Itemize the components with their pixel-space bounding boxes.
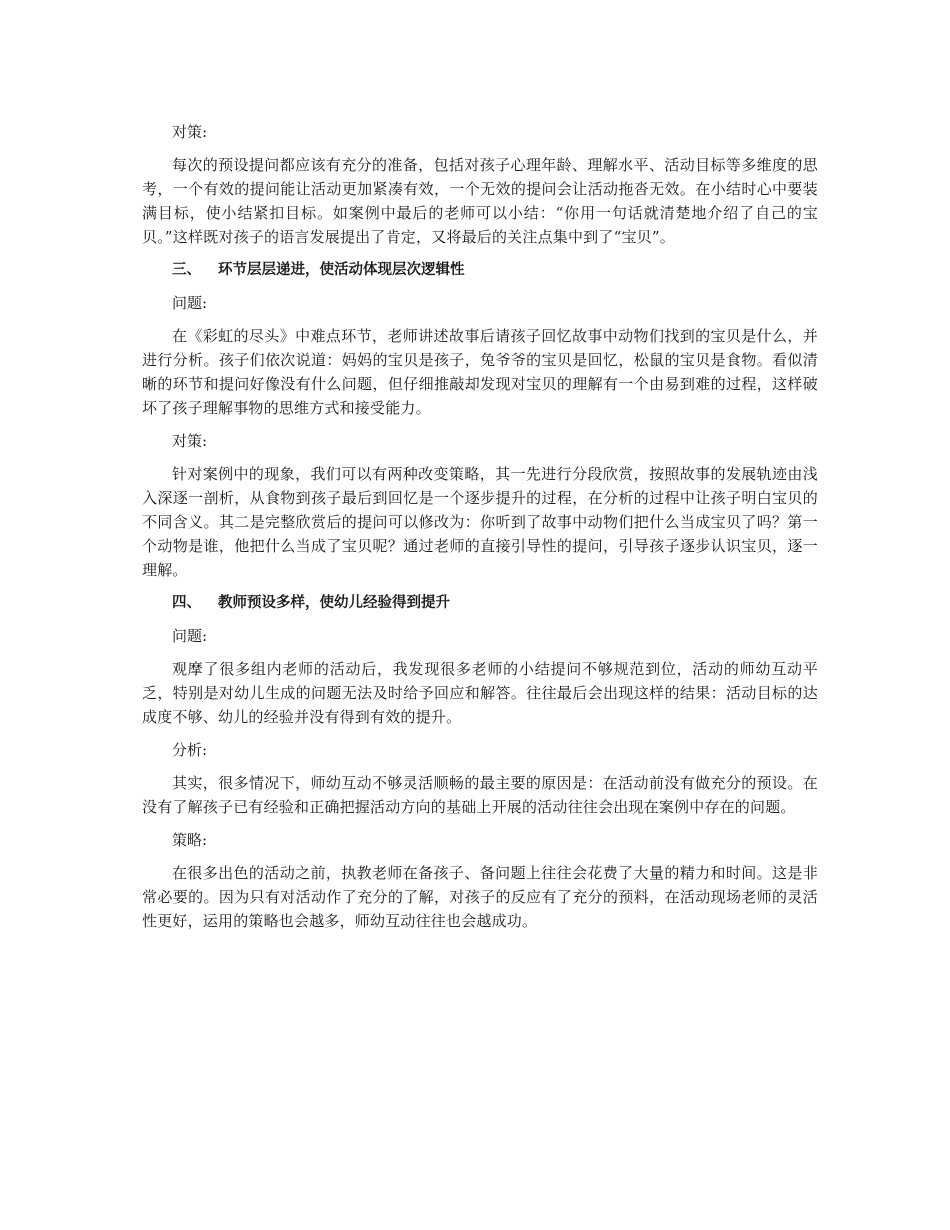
document-body (142, 120, 818, 942)
section-title: 教师预设多样，使幼儿经验得到提升 (218, 595, 450, 611)
label-problem: 问题: (172, 294, 208, 312)
section-number: 四、 (172, 595, 201, 611)
label-countermeasure: 对策: (172, 432, 208, 450)
section-heading-3 (142, 258, 818, 282)
paragraph-problem-3: 在《彩虹的尽头》中难点环节，老师讲述故事后请孩子回忆故事中动物们找到的宝贝是什么，并进行分析。孩子们依次说道：妈妈的宝贝是孩子，兔爷爷的宝贝是回忆，松鼠的宝贝是食物。看似清晰的环节和提问好像没有什么问题，但仔细推敲却发现对宝贝的理解有一个由易到难的过程，这样破坏了孩子理解事物的思维方式和接受能力。 (142, 327, 818, 417)
paragraph-countermeasure-3: 针对案例中的现象，我们可以有两种改变策略，其一先进行分段欣赏，按照故事的发展轨迹由浅入深逐一剖析，从食物到孩子最后到回忆是一个逐步提升的过程，在分析的过程中让孩子明白宝贝的不同含义。其二是完整欣赏后的提问可以修改为：你听到了故事中动物们把什么当成宝贝了吗？第一个动物是谁，他把什么当成了宝贝呢？通过老师的直接引导性的提问，引导孩子逐步认识宝贝，逐一理解。 (142, 465, 818, 579)
label-countermeasure: 对策: (172, 123, 208, 141)
paragraph-problem-4: 观摩了很多组内老师的活动后，我发现很多老师的小结提问不够规范到位，活动的师幼互动平乏，特别是对幼儿生成的问题无法及时给予回应和解答。往往最后会出现这样的结果：活动目标的达成度不够、幼儿的经验并没有得到有效的提升。 (142, 660, 818, 726)
label-strategy: 策略: (172, 831, 208, 849)
section-number: 三、 (172, 262, 201, 278)
section-title: 环节层层递进，使活动体现层次逻辑性 (218, 262, 465, 278)
section-heading-4 (142, 591, 818, 615)
paragraph-countermeasure-1: 每次的预设提问都应该有充分的准备，包括对孩子心理年龄、理解水平、活动目标等多维度的思考，一个有效的提问能让活动更加紧凑有效，一个无效的提问会让活动拖沓无效。在小结时心中要装满目标，使小结紧扣目标。如案例中最后的老师可以小结：“你用一句话就清楚地介绍了自己的宝贝。”这样既对孩子的语言发展提出了肯定，又将最后的关注点集中到了“宝贝”。 (142, 156, 818, 246)
label-problem: 问题: (172, 627, 208, 645)
paragraph-strategy-4: 在很多出色的活动之前，执教老师在备孩子、备问题上往往会花费了大量的精力和时间。这是非常必要的。因为只有对活动作了充分的了解，对孩子的反应有了充分的预料，在活动现场老师的灵活性更好，运用的策略也会越多，师幼互动往往也会越成功。 (142, 864, 818, 930)
label-analysis: 分析: (172, 741, 208, 759)
paragraph-analysis-4: 其实，很多情况下，师幼互动不够灵活顺畅的最主要的原因是：在活动前没有做充分的预设。在没有了解孩子已有经验和正确把握活动方向的基础上开展的活动往往会出现在案例中存在的问题。 (142, 774, 818, 816)
